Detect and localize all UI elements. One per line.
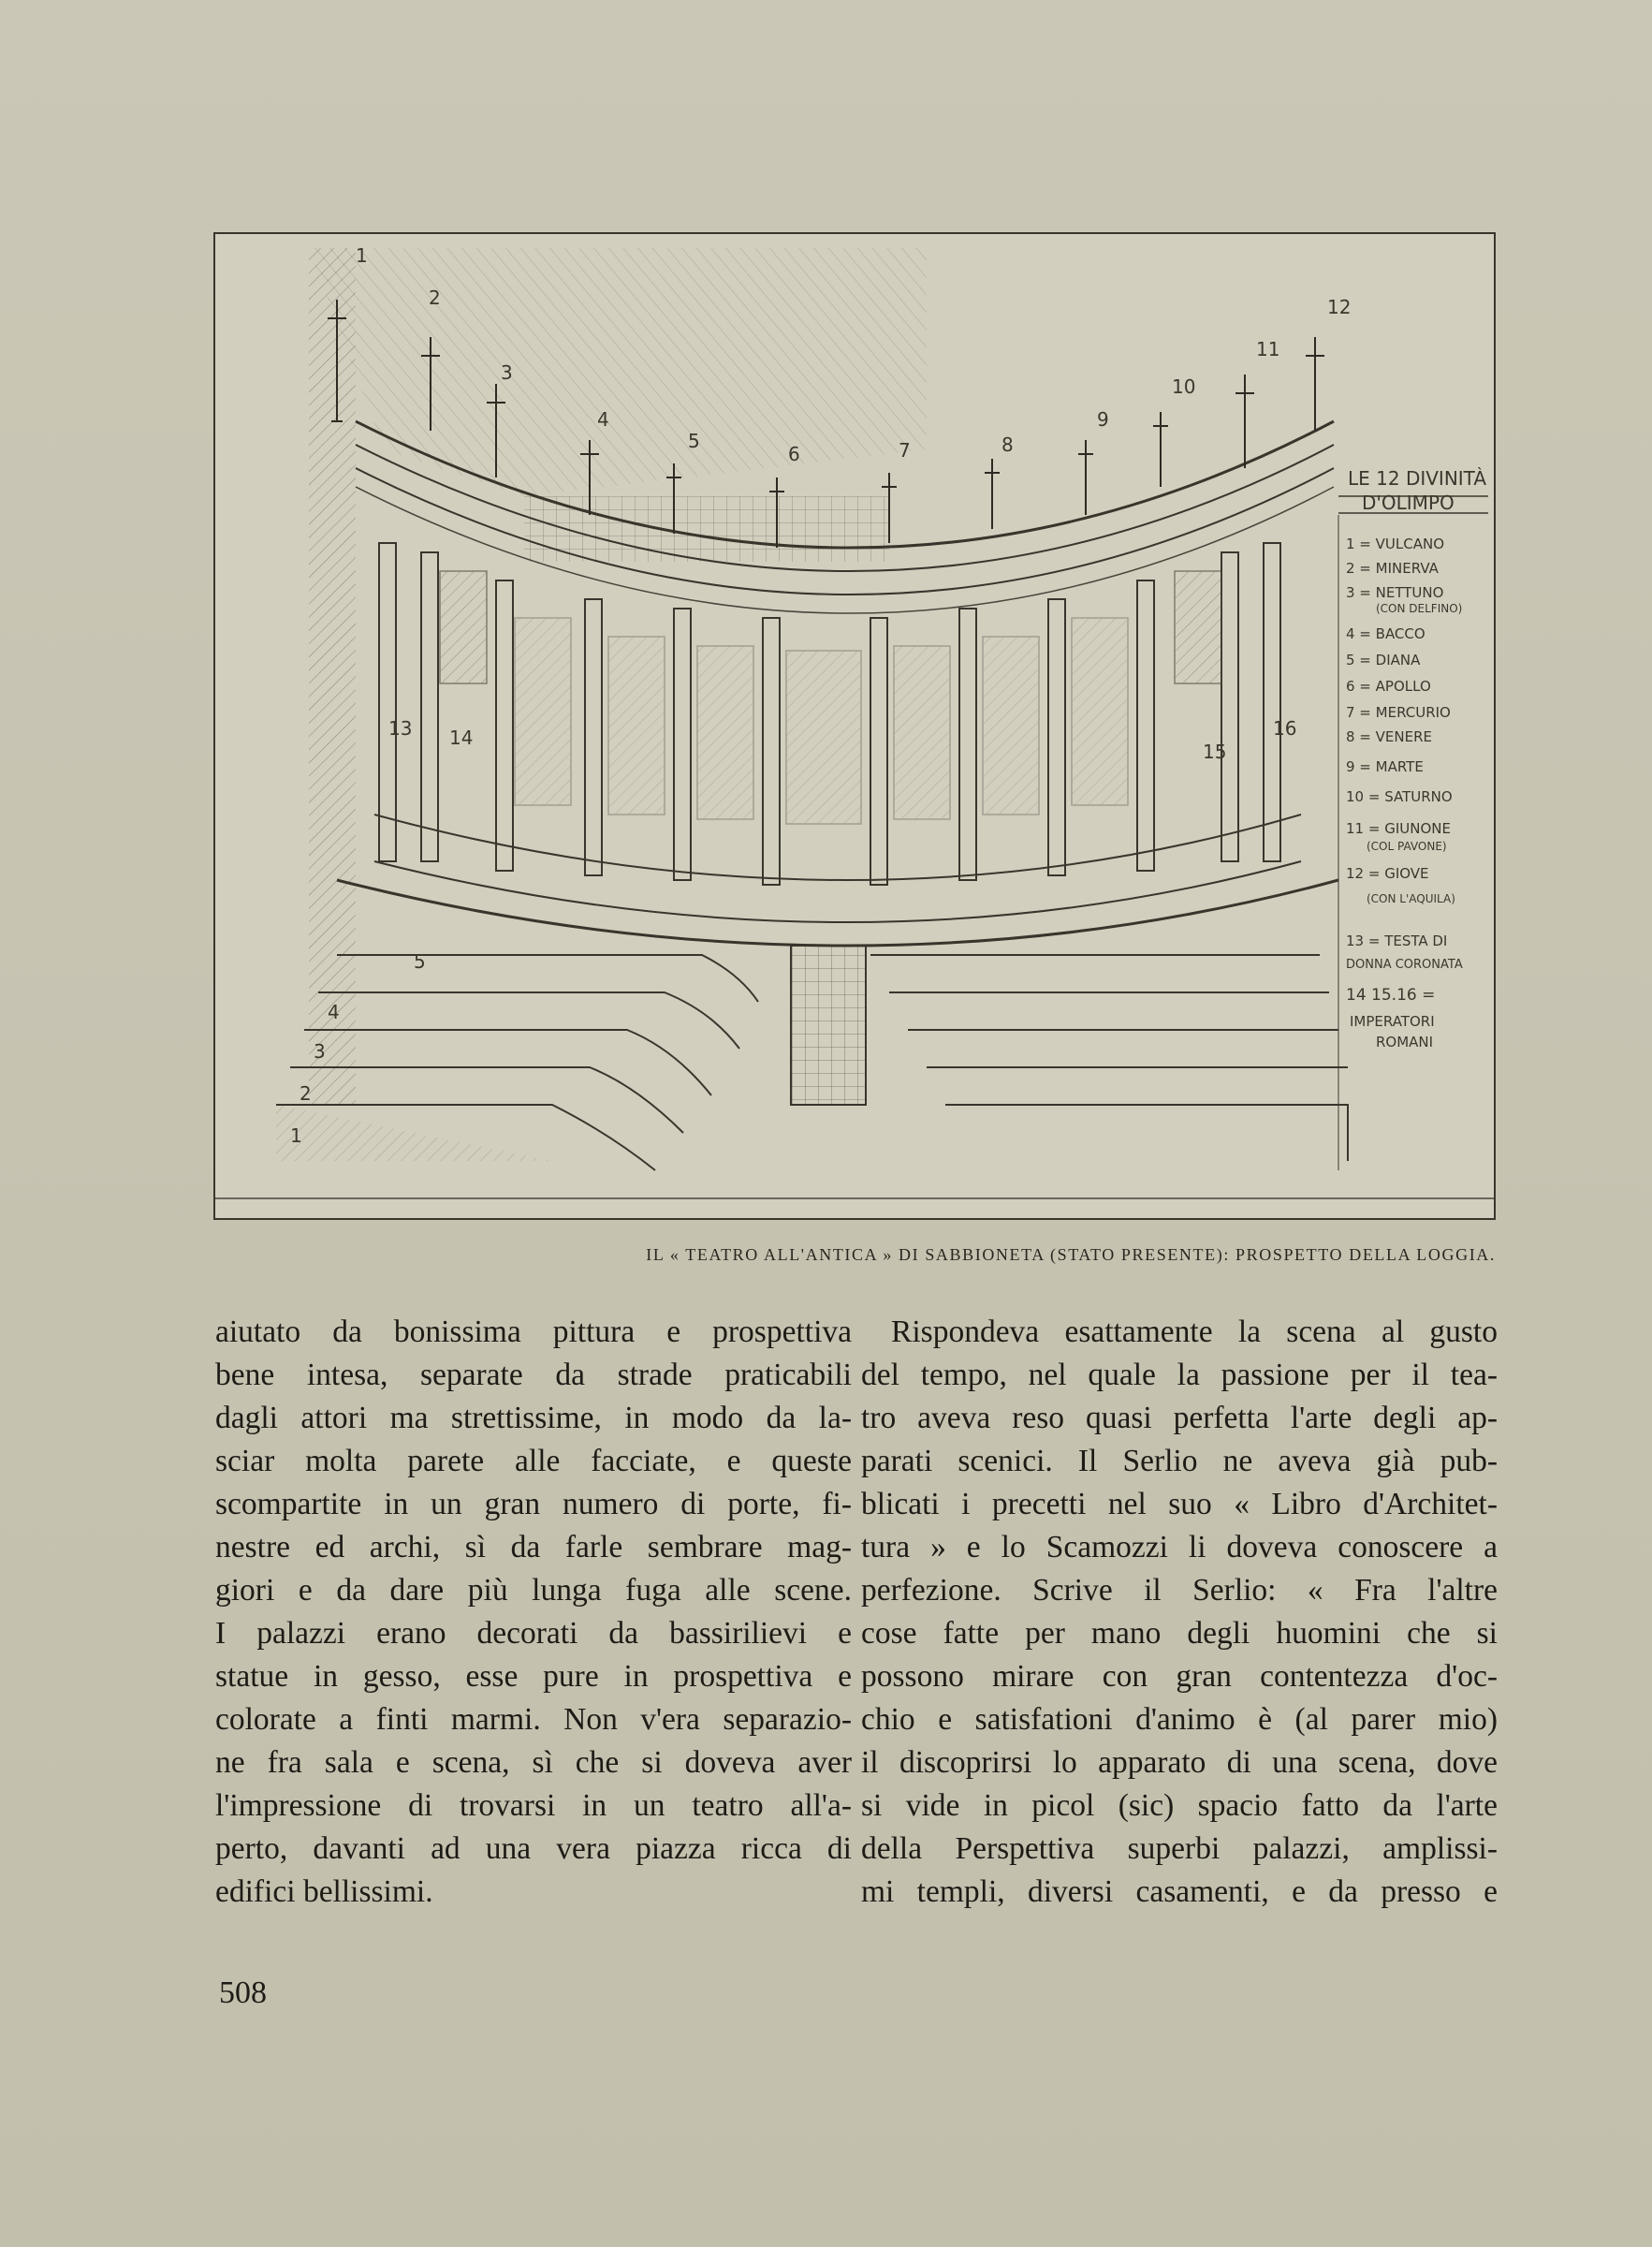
figure-caption: IL « TEATRO ALL'ANTICA » DI SABBIONETA (STATO PRESENTE): PROSPETTO DELLA LOGGIA. [646,1245,1496,1264]
legend-entry: 5 = DIANA [1346,652,1421,668]
left-hatching [309,248,356,1105]
text-line: cose fatte per mano degli huomini che si [861,1616,1498,1651]
niches [440,571,1221,824]
legend-entry: (COL PAVONE) [1367,840,1447,853]
text-line: ne fra sala e scena, sì che si doveva aver [215,1745,852,1780]
statue-number: 1 [356,244,368,267]
text-line: perto, davanti ad una vera piazza ricca di [215,1831,852,1866]
text-line: possono mirare con gran contentezza d'oc- [861,1659,1498,1694]
step-number: 2 [300,1082,312,1105]
niche-number: 13 [388,717,413,740]
statue-number: 7 [899,439,911,462]
legend-title: LE 12 DIVINITÀ [1348,467,1487,490]
statue-number: 10 [1172,375,1196,398]
loggia-base [337,880,1338,946]
legend-entry: 11 = GIUNONE [1346,820,1451,837]
legend-entry: IMPERATORI [1350,1013,1435,1030]
niche-number: 16 [1273,717,1297,740]
statue-number: 8 [1001,433,1014,456]
legend-entry: 8 = VENERE [1346,728,1432,745]
central-gate [791,946,866,1105]
niche-number: 15 [1203,741,1227,763]
statue-number: 2 [429,286,441,309]
text-line: perfezione. Scrive il Serlio: « Fra l'altre [861,1573,1498,1608]
sky-hatching [309,248,927,496]
statue-number: 5 [688,430,700,452]
text-line: nestre ed archi, sì da farle sembrare mag- [215,1530,852,1564]
legend-entry: 12 = GIOVE [1346,865,1429,882]
text-line: bene intesa, separate da strade praticabili [215,1358,852,1392]
statue-number: 11 [1256,338,1280,360]
legend-entry: 6 = APOLLO [1346,678,1431,695]
text-line: Rispondeva esattamente la scena al gusto [891,1314,1498,1349]
step-number: 4 [328,1001,340,1023]
legend-entry: 7 = MERCURIO [1346,704,1451,721]
right-column [861,1311,1498,1914]
step-number: 1 [290,1124,302,1147]
text-line: I palazzi erano decorati da bassirilievi e [215,1616,852,1651]
text-line: giori e da dare più lunga fuga alle scene. [215,1573,852,1608]
text-line: chio e satisfationi d'animo è (al parer mio) [861,1702,1498,1737]
legend-entry: 2 = MINERVA [1346,560,1439,577]
legend-entry: 3 = NETTUNO [1346,584,1444,601]
text-line: scompartite in un gran numero di porte, fi- [215,1487,852,1521]
step-number: 5 [414,950,426,973]
left-column [215,1311,852,1914]
legend [1338,467,1488,1170]
statue-number: 3 [501,361,513,384]
step-hatching [276,1105,552,1161]
text-line: tro aveva reso quasi perfetta l'arte degli ap- [861,1401,1498,1435]
theatre-drawing [213,232,1496,1220]
statue-number: 9 [1097,408,1109,431]
legend-entry: (CON L'AQUILA) [1367,892,1455,905]
text-line: dagli attori ma strettissime, in modo da la- [215,1401,852,1435]
page-number: 508 [219,1975,267,2010]
legend-entry: 4 = BACCO [1346,625,1425,642]
legend-entry: 14 15.16 = [1346,986,1436,1005]
text-line: il discoprirsi lo apparato di una scena, dove [861,1745,1498,1780]
niche-number: 14 [449,727,474,749]
legend-subtitle: D'OLIMPO [1362,492,1455,514]
text-line: si vide in picol (sic) spacio fatto da l'arte [861,1788,1498,1823]
loggia-sketch [215,234,1494,1218]
legend-entry: (CON DELFINO) [1376,602,1463,615]
text-line: del tempo, nel quale la passione per il tea- [861,1358,1498,1392]
text-line: tura » e lo Scamozzi li doveva conoscere a [861,1530,1498,1564]
step-number: 3 [314,1040,326,1063]
legend-entry: 13 = TESTA DI [1346,933,1448,949]
text-line: sciar molta parete alle facciate, e queste [215,1444,852,1478]
text-line: blicati i precetti nel suo « Libro d'Architet- [861,1487,1498,1521]
legend-entry: 10 = SATURNO [1346,788,1453,805]
text-line: statue in gesso, esse pure in prospettiva e [215,1659,852,1694]
statue-number: 4 [597,408,609,431]
statue-number: 6 [788,443,800,465]
text-line: colorate a finti marmi. Non v'era separazio- [215,1702,852,1737]
legend-entry: 9 = MARTE [1346,758,1424,775]
text-line: l'impressione di trovarsi in un teatro all'a- [215,1788,852,1823]
text-line: parati scenici. Il Serlio ne aveva già pub- [861,1444,1498,1478]
text-line: edifici bellissimi. [215,1874,433,1909]
legend-entry: 1 = VULCANO [1346,536,1445,552]
statue-number: 12 [1327,296,1352,318]
text-line: della Perspettiva superbi palazzi, amplissi- [861,1831,1498,1866]
text-line: aiutato da bonissima pittura e prospettiva [215,1314,852,1349]
legend-entry: ROMANI [1376,1034,1434,1050]
text-line: mi templi, diversi casamenti, e da presso e [861,1874,1498,1909]
grid-wall [524,496,889,562]
legend-entry: DONNA CORONATA [1346,958,1463,972]
